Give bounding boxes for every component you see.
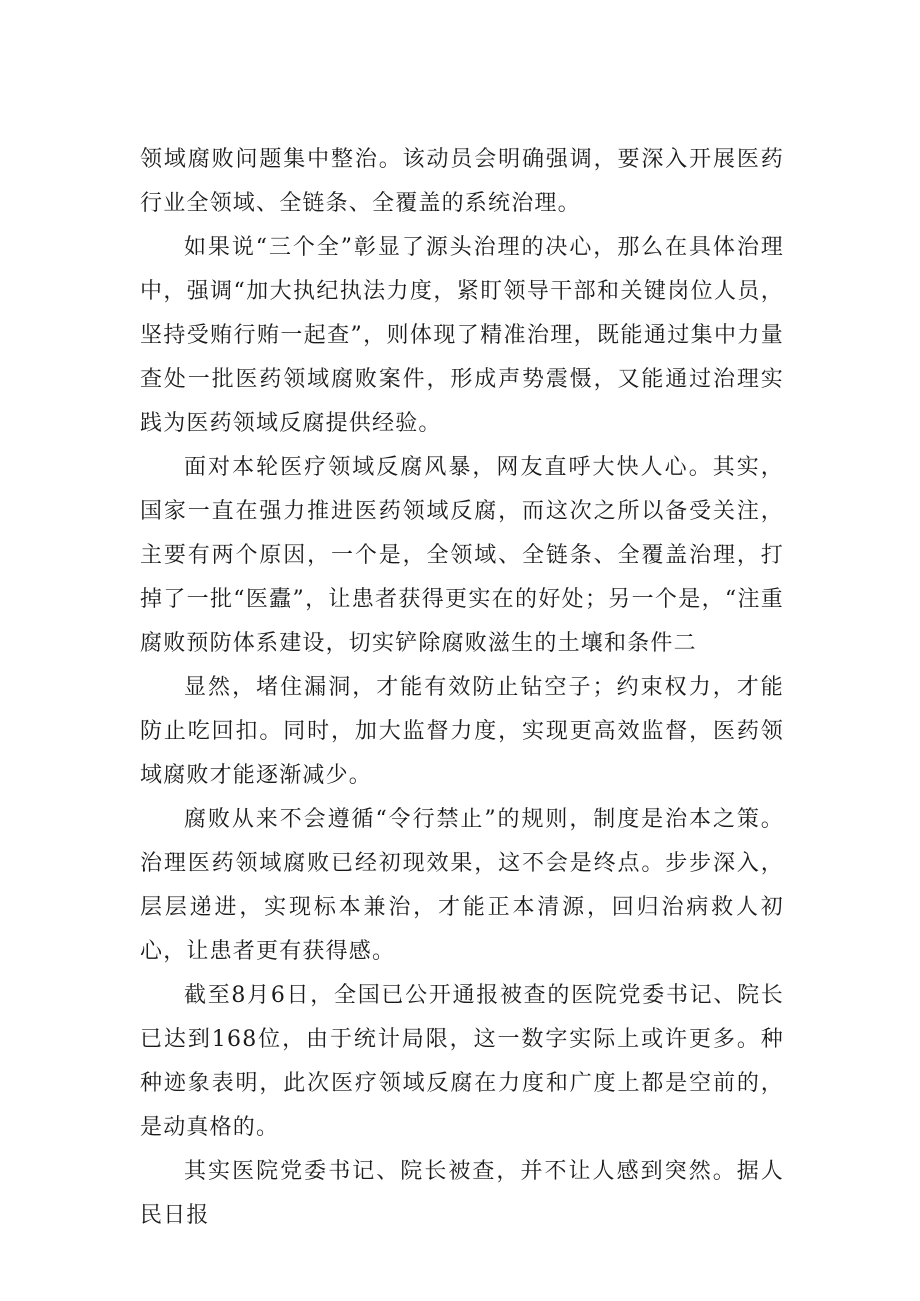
- paragraph-2: 如果说“三个全”彰显了源头治理的决心，那么在具体治理中，强调“加大执纪执法力度，紧盯领导干部和关键岗位人员，坚持受贿行贿一起查”，则体现了精准治理，既能通过集中力量查处一批医药领域腐败案件，形成声势震慑，又能通过治理实践为医药领域反腐提供经验。: [140, 235, 784, 436]
- paragraph-4: 显然，堵住漏洞，才能有效防止钻空子；约束权力，才能防止吃回扣。同时，加大监督力度，实现更高效监督，医药领域腐败才能逐渐减少。: [140, 675, 784, 788]
- document-body: [140, 138, 784, 1238]
- paragraph-3: 面对本轮医疗领域反腐风暴，网友直呼大快人心。其实，国家一直在强力推进医药领域反腐，而这次之所以备受关注，主要有两个原因，一个是，全领域、全链条、全覆盖治理，打掉了一批“医蠹”，让患者获得更实在的好处；另一个是，“注重腐败预防体系建设，切实铲除腐败滋生的土壤和条件二: [140, 455, 784, 656]
- paragraph-6: 截至8月6日，全国已公开通报被查的医院党委书记、院长已达到168位，由于统计局限，这一数字实际上或许更多。种种迹象表明，此次医疗领域反腐在力度和广度上都是空前的，是动真格的。: [140, 983, 784, 1140]
- paragraph-1: 领域腐败问题集中整治。该动员会明确强调，要深入开展医药行业全领域、全链条、全覆盖的系统治理。: [140, 147, 784, 216]
- paragraph-5: 腐败从来不会遵循“令行禁止”的规则，制度是治本之策。治理医药领域腐败已经初现效果，这不会是终点。步步深入，层层递进，实现标本兼治，才能正本清源，回归治病救人初心，让患者更有获得感。: [140, 807, 784, 964]
- paragraph-7: 其实医院党委书记、院长被查，并不让人感到突然。据人民日报: [140, 1159, 784, 1228]
